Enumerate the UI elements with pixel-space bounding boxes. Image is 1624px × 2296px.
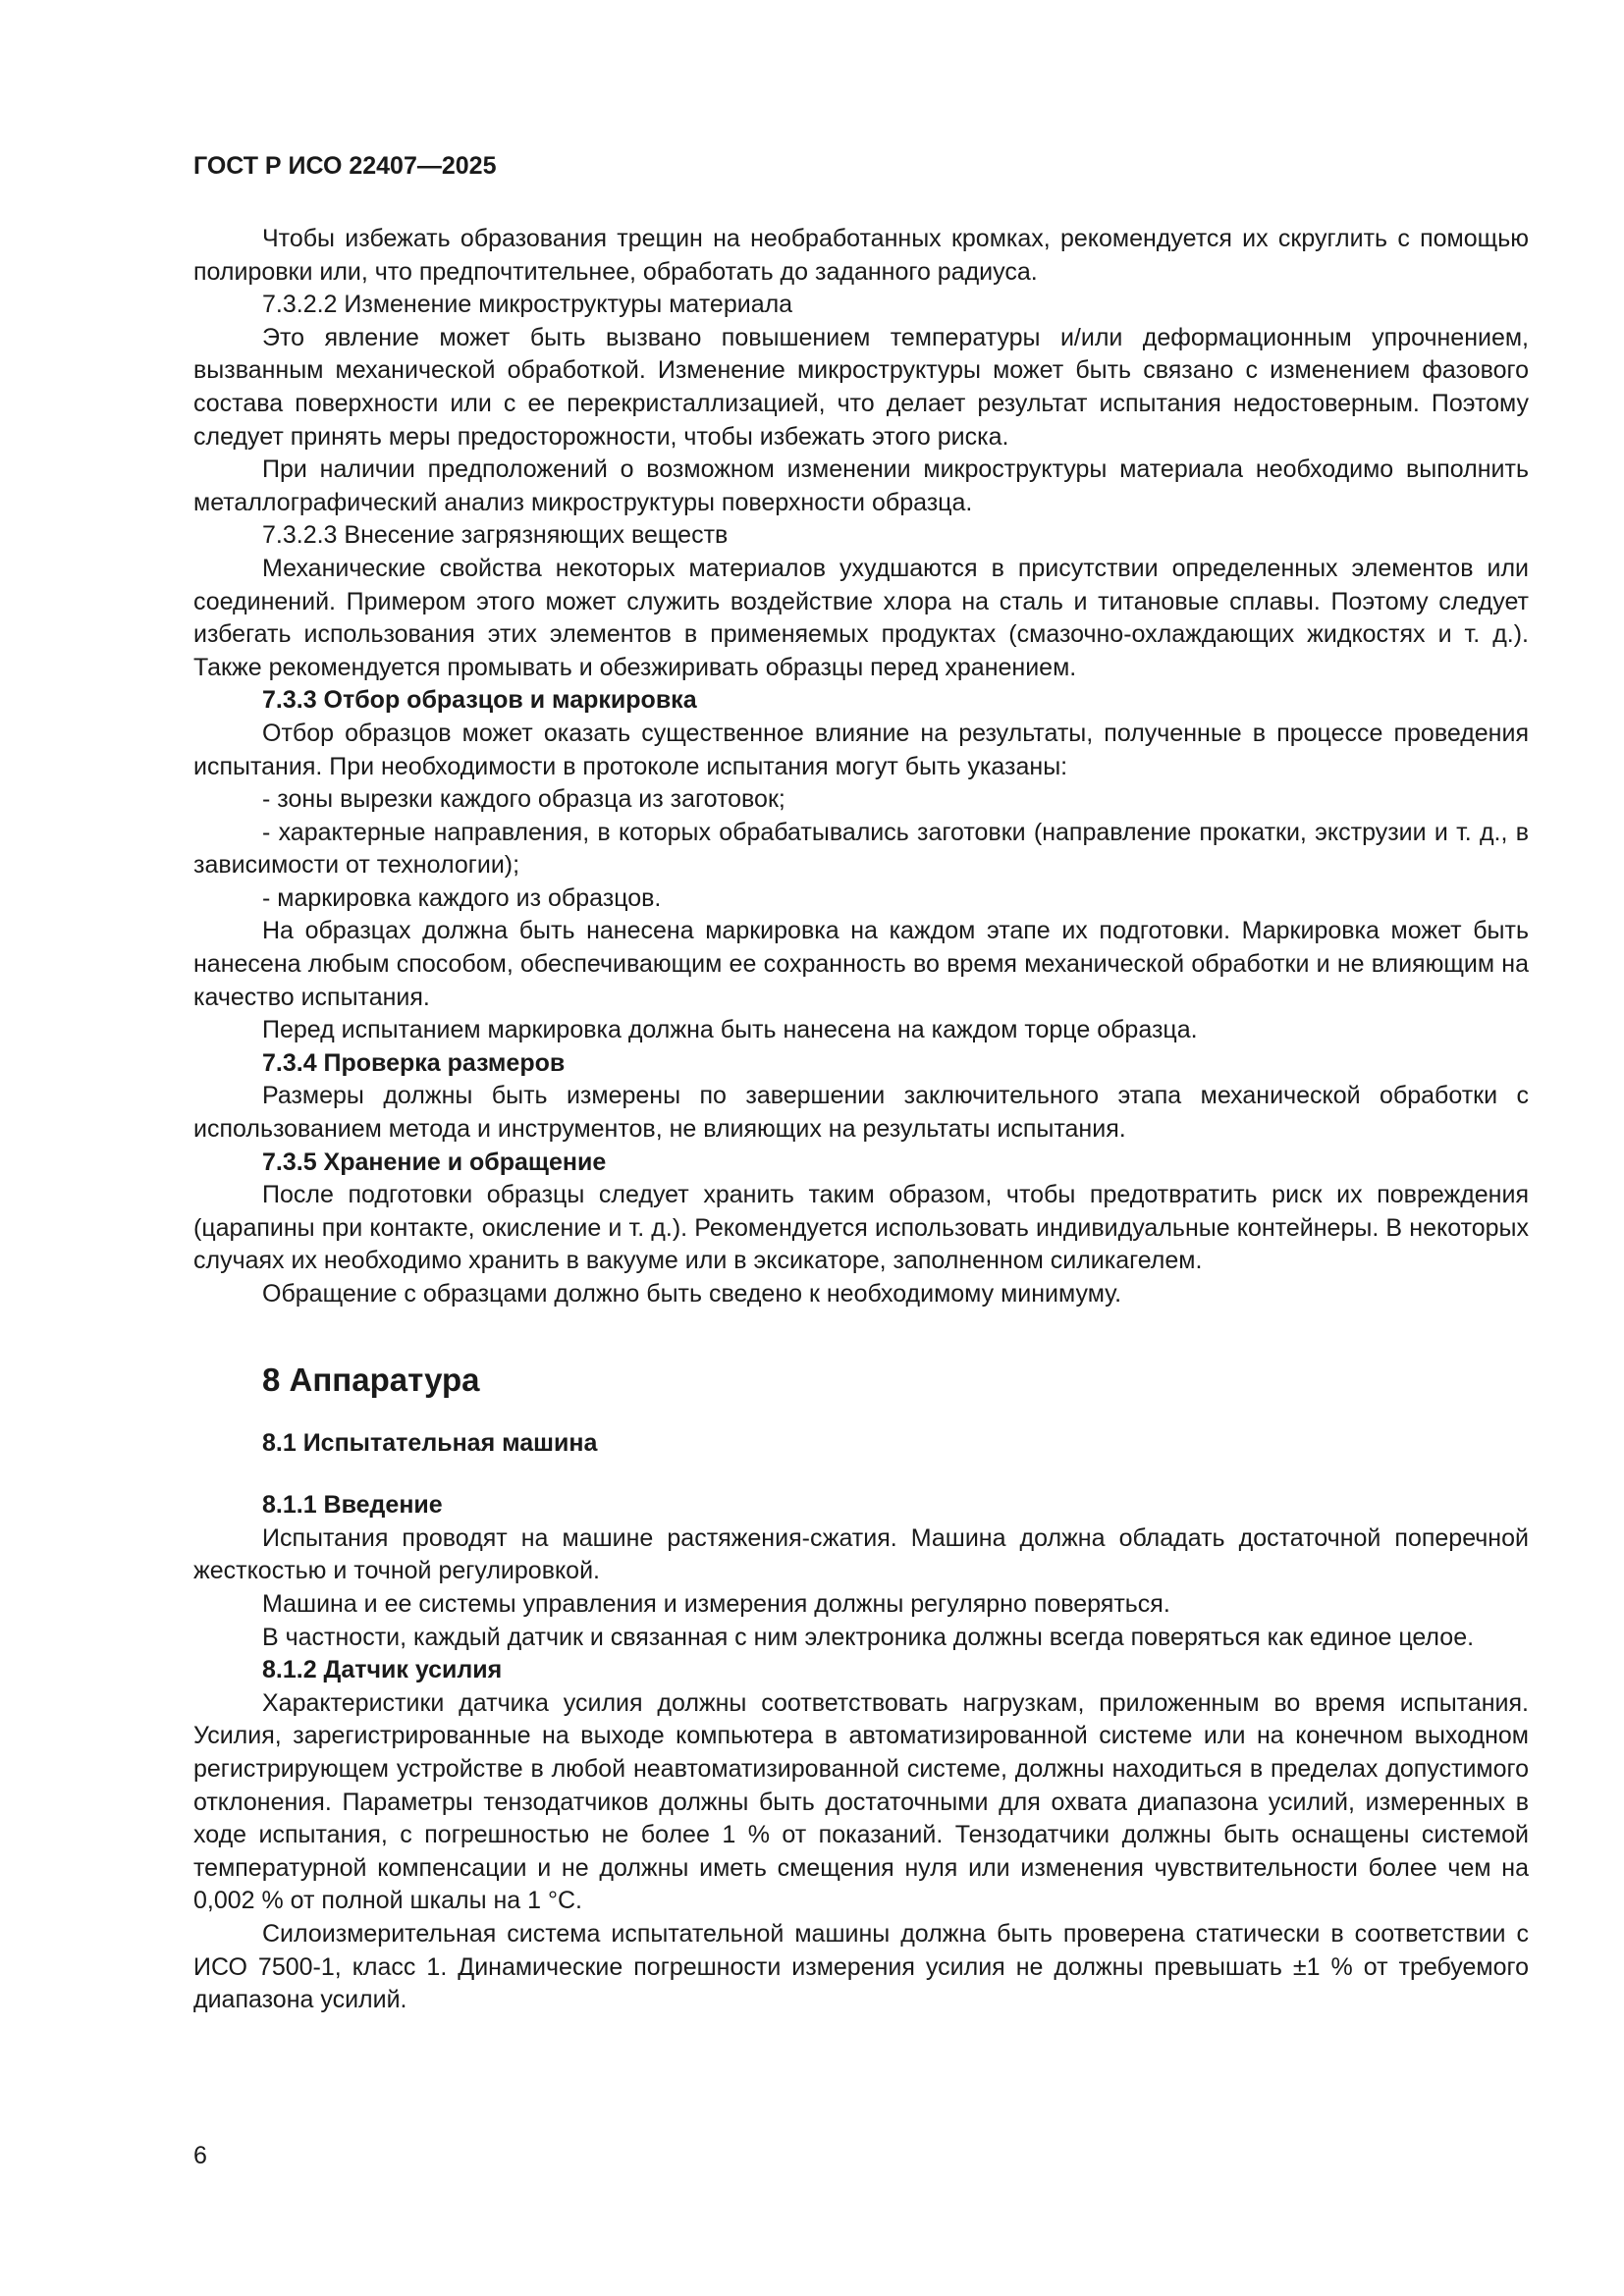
section-heading-8-1-2: 8.1.2 Датчик усилия <box>262 1656 503 1684</box>
section-heading-7-3-3: 7.3.3 Отбор образцов и маркировка <box>262 686 697 715</box>
section-heading-7-3-5: 7.3.5 Хранение и обращение <box>262 1148 607 1176</box>
paragraph: Это явление может быть вызвано повышением температуры и/или деформационным упрочнением, вызванным механической обработкой. Изменение микроструктуры может быть связано с изменением фазового состава поверхности или с ее перекристаллизацией, что делает результат испытания недостоверным. Поэтому следует принять меры предосторожности, чтобы избежать этого риска. <box>193 323 1529 451</box>
paragraph: Машина и ее системы управления и измерения должны регулярно поверяться. <box>262 1589 1170 1618</box>
section-heading-8-1-1: 8.1.1 Введение <box>262 1491 443 1520</box>
paragraph: В частности, каждый датчик и связанная с ним электроника должны всегда поверяться как единое целое. <box>262 1623 1475 1651</box>
paragraph: Чтобы избежать образования трещин на необработанных кромках, рекомендуется их скруглить с помощью полировки или, что предпочтительнее, обработать до заданного радиуса. <box>193 225 1529 286</box>
paragraph: На образцах должна быть нанесена маркировка на каждом этапе их подготовки. Маркировка может быть нанесена любым способом, обеспечивающим ее сохранность во время механической обработки и не влияющим на качество испытания. <box>193 917 1529 1011</box>
list-item: - маркировка каждого из образцов. <box>262 883 662 912</box>
paragraph: Испытания проводят на машине растяжения-сжатия. Машина должна обладать достаточной поперечной жесткостью и точной регулировкой. <box>193 1523 1529 1585</box>
paragraph: Размеры должны быть измерены по завершении заключительного этапа механической обработки с использованием метода и инструментов, не влияющих на результаты испытания. <box>193 1082 1529 1144</box>
subsection-title-7-3-2-3: 7.3.2.3 Внесение загрязняющих веществ <box>262 521 729 550</box>
paragraph: Характеристики датчика усилия должны соответствовать нагрузкам, приложенным во время испытания. Усилия, зарегистрированные на выходе компьютера в автоматизированной системе или на конечном выходном регистрирующем устройстве в любой неавтоматизированной системе, должны находиться в пределах допустимого отклонения. Параметры тензодатчиков должны быть достаточными для охвата диапазона усилий, измеренных в ходе испытания, с погрешностью не более 1 % от показаний. Тензодатчики должны быть оснащены системой температурной компенсации и не должны иметь смещения нуля или изменения чувствительности более чем на 0,002 % от полной шкалы на 1 °C. <box>193 1688 1529 1915</box>
paragraph: При наличии предположений о возможном изменении микроструктуры материала необходимо выполнить металлографический анализ микроструктуры поверхности образца. <box>193 455 1529 516</box>
paragraph: Перед испытанием маркировка должна быть нанесена на каждом торце образца. <box>262 1016 1198 1044</box>
document-header-id: ГОСТ Р ИСО 22407—2025 <box>193 152 497 180</box>
list-item: - характерные направления, в которых обрабатывались заготовки (направление прокатки, экструзии и т. д., в зависимости от технологии); <box>193 818 1529 880</box>
paragraph: Механические свойства некоторых материалов ухудшаются в присутствии определенных элементов или соединений. Примером этого может служить воздействие хлора на сталь и титановые сплавы. Поэтому следует избегать использования этих элементов в применяемых продуктах (смазочно-охлаждающих жидкостях и т. д.). Также рекомендуется промывать и обезжиривать образцы перед хранением. <box>193 554 1529 681</box>
paragraph: Обращение с образцами должно быть сведено к необходимому минимуму. <box>262 1280 1122 1308</box>
list-item: - зоны вырезки каждого образца из заготовок; <box>262 785 785 814</box>
section-heading-7-3-4: 7.3.4 Проверка размеров <box>262 1048 566 1077</box>
section-heading-8-1: 8.1 Испытательная машина <box>262 1428 598 1457</box>
paragraph: Силоизмерительная система испытательной машины должна быть проверена статически в соответствии с ИСО 7500-1, класс 1. Динамические погрешности измерения усилия не должны превышать ±1 % от требуемого диапазона усилий. <box>193 1919 1529 2014</box>
chapter-heading-8: 8 Аппаратура <box>262 1361 480 1398</box>
document-body <box>193 223 1529 2017</box>
page-number: 6 <box>193 2142 207 2169</box>
paragraph: Отбор образцов может оказать существенное влияние на результаты, полученные в процессе проведения испытания. При необходимости в протоколе испытания могут быть указаны: <box>193 719 1529 780</box>
subsection-title-7-3-2-2: 7.3.2.2 Изменение микроструктуры материала <box>262 291 793 319</box>
paragraph: После подготовки образцы следует хранить таким образом, чтобы предотвратить риск их повреждения (царапины при контакте, окисление и т. д.). Рекомендуется использовать индивидуальные контейнеры. В некоторых случаях их необходимо хранить в вакууме или в эксикаторе, заполненном силикагелем. <box>193 1181 1529 1275</box>
